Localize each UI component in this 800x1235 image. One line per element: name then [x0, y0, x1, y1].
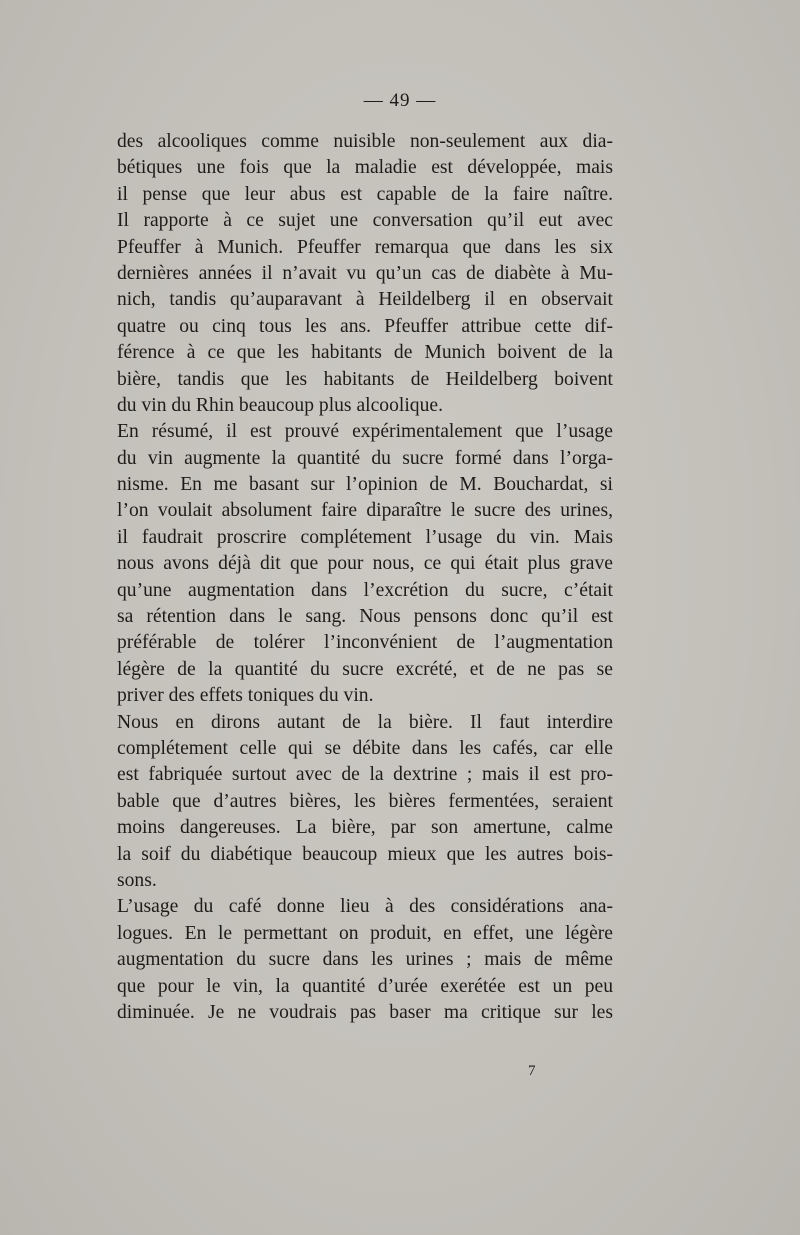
text-line: sons. — [117, 869, 157, 891]
text-line-indented: Nous en dirons autant de la bière. Il faut interdire — [117, 711, 613, 733]
text-line: Pfeuffer à Munich. Pfeuffer remarqua que dans les six — [117, 236, 613, 258]
text-line: légère de la quantité du sucre excrété, et de ne pas se — [117, 658, 613, 680]
text-line: nisme. En me basant sur l’opinion de M. Bouchardat, si — [117, 474, 613, 496]
text-line: Il rapporte à ce sujet une conversation qu’il eut avec — [117, 210, 613, 232]
body-text — [117, 129, 613, 1026]
text-line: férence à ce que les habitants de Munich boivent de la — [117, 342, 613, 364]
text-line: du vin augmente la quantité du sucre formé dans l’orga- — [117, 447, 613, 469]
text-line: sa rétention dans le sang. Nous pensons donc qu’il est — [117, 606, 613, 628]
text-line: préférable de tolérer l’inconvénient de l’augmentation — [117, 632, 613, 654]
text-line: bière, tandis que les habitants de Heildelberg boivent — [117, 368, 613, 390]
text-line: il pense que leur abus est capable de la faire naître. — [117, 183, 613, 205]
text-line-indented: L’usage du café donne lieu à des considérations ana- — [117, 896, 613, 918]
text-line-indented: En résumé, il est prouvé expérimentalement que l’usage — [117, 421, 613, 443]
text-line: augmentation du sucre dans les urines ; mais de même — [117, 949, 613, 971]
text-line: que pour le vin, la quantité d’urée exerétée est un peu — [117, 975, 613, 997]
text-line: complétement celle qui se débite dans les cafés, car elle — [117, 737, 613, 759]
text-line: logues. En le permettant on produit, en effet, une légère — [117, 922, 613, 944]
text-line: nich, tandis qu’auparavant à Heildelberg il en observait — [117, 289, 613, 311]
text-line: dernières années il n’avait vu qu’un cas de diabète à Mu- — [117, 262, 613, 284]
text-line: priver des effets toniques du vin. — [117, 685, 374, 707]
text-line: moins dangereuses. La bière, par son amertune, calme — [117, 817, 613, 839]
text-line: il faudrait proscrire complétement l’usage du vin. Mais — [117, 526, 613, 548]
text-line: qu’une augmentation dans l’excrétion du sucre, c’était — [117, 579, 613, 601]
text-line: diminuée. Je ne voudrais pas baser ma critique sur les — [117, 1001, 613, 1023]
page-number: — 49 — — [363, 90, 437, 111]
text-line: quatre ou cinq tous les ans. Pfeuffer attribue cette dif- — [117, 315, 613, 337]
text-line: l’on voulait absolument faire diparaître le sucre des urines, — [117, 500, 613, 522]
text-line: bable que d’autres bières, les bières fermentées, seraient — [117, 790, 613, 812]
text-line: des alcooliques comme nuisible non-seulement aux dia- — [117, 131, 613, 152]
text-line: est fabriquée surtout avec de la dextrine ; mais il est pro- — [117, 764, 613, 786]
text-line: nous avons déjà dit que pour nous, ce qui était plus grave — [117, 553, 613, 575]
text-line: la soif du diabétique beaucoup mieux que les autres bois- — [117, 843, 613, 865]
signature-mark: 7 — [528, 1063, 536, 1079]
text-line: bétiques une fois que la maladie est développée, mais — [117, 157, 613, 179]
text-line: du vin du Rhin beaucoup plus alcoolique. — [117, 394, 443, 416]
